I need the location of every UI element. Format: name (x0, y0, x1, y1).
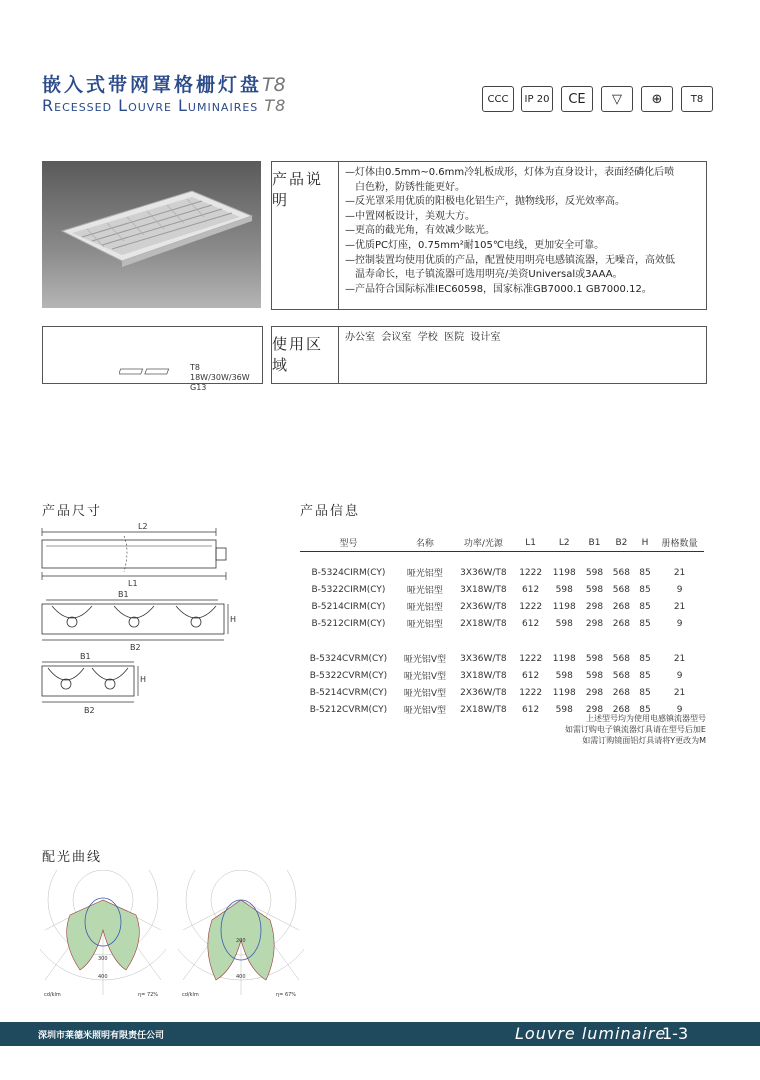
cell-h: 85 (639, 584, 651, 595)
cell-l2: 1198 (552, 687, 576, 698)
cell-b1: 598 (585, 567, 604, 578)
t8-cert-icon: T8 (681, 86, 713, 112)
cell-b2: 268 (612, 601, 630, 612)
curve1-unit: cd/klm (44, 992, 61, 998)
curve2-unit: cd/klm (182, 992, 199, 998)
cell-h: 85 (639, 670, 651, 681)
cell-b2: 268 (612, 687, 630, 698)
table-row (300, 598, 704, 615)
ccc-cert-icon: CCC (482, 86, 514, 112)
cell-h: 85 (639, 704, 651, 715)
page-title-en: Recessed Louvre Luminaires T8 (42, 96, 287, 115)
cell-model: B-5212CIRM(CY) (311, 618, 386, 629)
cell-l2: 1198 (552, 653, 576, 664)
curve2-ring-200: 200 (236, 938, 246, 944)
table-row (300, 615, 704, 632)
cell-h: 85 (639, 687, 651, 698)
description-line: 温寿命长，电子镇流器可选用明亮/美资Universal或3AAA。 (355, 269, 623, 281)
tube-type: T8 (262, 74, 286, 96)
cell-b1: 598 (585, 653, 604, 664)
ip20-cert-icon: IP 20 (521, 86, 553, 112)
lamp-base: G13 (190, 383, 207, 392)
cell-name: 哑光铝型 (406, 620, 443, 630)
usage-label: 使用区域 (272, 327, 339, 383)
order-notes (440, 713, 706, 746)
cell-name: 哑光铝型 (406, 569, 443, 579)
table-row (300, 564, 704, 581)
cell-power: 2X36W/T8 (460, 601, 507, 612)
ce-cert-icon: CE (561, 86, 593, 112)
col-header-power: 功率/光源 (453, 534, 514, 552)
dimension-drawing (38, 520, 238, 716)
description-line: —中置网板设计，美观大方。 (345, 210, 475, 222)
lamp-box (42, 326, 263, 392)
description-line: —优质PC灯座，0.75mm²耐105℃电线，更加安全可靠。 (345, 239, 605, 251)
dim-l2-label: L2 (138, 522, 148, 531)
table-row (300, 650, 704, 667)
description-line: —控制装置均使用优质的产品，配置使用明亮电感镇流器，无噪音，高效低 (345, 254, 675, 266)
cell-grid-count: 9 (676, 618, 683, 629)
cell-name: 哑光铝型 (406, 586, 443, 596)
cell-name: 哑光铝型 (406, 603, 443, 613)
cell-power: 3X18W/T8 (460, 584, 507, 595)
description-line: —产品符合国际标准IEC60598，国家标准GB7000.1 GB7000.12。 (345, 283, 652, 295)
footer-company: 深圳市莱德米照明有限责任公司 (38, 1031, 165, 1041)
curve1-ring-300: 300 (98, 956, 108, 962)
cell-grid-count: 9 (676, 670, 683, 681)
luminaire-illustration (42, 161, 261, 308)
table-row (300, 667, 704, 684)
cell-grid-count: 21 (673, 653, 686, 664)
tube-icon (119, 368, 171, 376)
table-row (300, 684, 704, 701)
cell-l1: 1222 (519, 601, 543, 612)
cell-l2: 598 (555, 618, 573, 629)
page-number: 1-3 (662, 1024, 689, 1043)
cell-l1: 1222 (519, 687, 543, 698)
cell-name: 哑光铝V型 (403, 672, 446, 682)
cell-model: B-5322CIRM(CY) (311, 584, 386, 595)
cell-b1: 298 (585, 601, 604, 612)
col-header-l1: L1 (514, 534, 548, 552)
cell-model: B-5214CVRM(CY) (309, 687, 388, 698)
product-info-heading: 产品信息 (300, 504, 361, 519)
product-description-box (271, 161, 707, 310)
cell-l1: 1222 (519, 567, 543, 578)
cell-power: 3X36W/T8 (460, 567, 507, 578)
cell-grid-count: 21 (673, 687, 686, 698)
cell-power: 2X18W/T8 (460, 618, 507, 629)
description-text (339, 162, 706, 309)
triangle-cert-icon: ▽ (601, 86, 633, 112)
note-line: 如需订购电子镇流器灯具请在型号后加E (564, 725, 706, 734)
cell-b1: 598 (585, 670, 604, 681)
cell-b1: 298 (585, 704, 604, 715)
col-header-b2: B2 (608, 534, 635, 552)
cell-power: 2X18W/T8 (460, 704, 507, 715)
ground-cert-icon: ⊕ (641, 86, 673, 112)
lamp-spec: T8 18W/30W/36W (190, 363, 250, 382)
cell-l2: 1198 (552, 601, 576, 612)
curve1-ring-400: 400 (98, 974, 108, 980)
cell-model: B-5322CVRM(CY) (309, 670, 388, 681)
curve2-efficiency: η= 67% (276, 992, 297, 998)
cell-h: 85 (639, 567, 651, 578)
description-label: 产品说明 (272, 162, 339, 309)
cell-b2: 568 (612, 670, 630, 681)
cell-h: 85 (639, 618, 651, 629)
cell-l2: 598 (555, 704, 573, 715)
photometric-heading: 配光曲线 (42, 850, 103, 865)
table-header-row (300, 534, 704, 552)
cell-name: 哑光铝V型 (403, 689, 446, 699)
spec-table (300, 534, 704, 718)
cell-h: 85 (639, 653, 651, 664)
dim-b1-label: B1 (118, 590, 129, 599)
cell-b2: 568 (612, 584, 630, 595)
cell-grid-count: 21 (673, 601, 686, 612)
description-line: 白色粉，防锈性能更好。 (355, 181, 465, 193)
cell-model: B-5212CVRM(CY) (309, 704, 388, 715)
cell-l1: 612 (522, 584, 540, 595)
photometric-curve-1 (40, 870, 166, 1002)
page-title-cn: 嵌入式带网罩格栅灯盘T8 (42, 74, 286, 96)
col-header-grid-count: 册格数量 (655, 534, 704, 552)
cell-b2: 268 (612, 618, 630, 629)
footer-series: Louvre luminaire (515, 1024, 667, 1043)
usage-text: 办公室 会议室 学校 医院 设计室 (345, 332, 501, 343)
dim-l1-label: L1 (128, 579, 138, 588)
dim-b2-label: B2 (130, 643, 141, 652)
cell-b1: 298 (585, 687, 604, 698)
col-header-l2: L2 (547, 534, 581, 552)
note-line: 上述型号均为使用电感镇流器型号 (586, 714, 706, 723)
cell-l2: 598 (555, 584, 573, 595)
cell-grid-count: 9 (676, 584, 683, 595)
col-header-h: H (635, 534, 655, 552)
tube-type-en: T8 (264, 96, 287, 115)
cell-l1: 612 (522, 618, 540, 629)
product-photo (42, 161, 261, 308)
cell-model: B-5214CIRM(CY) (311, 601, 386, 612)
cell-grid-count: 21 (673, 567, 686, 578)
curve1-efficiency: η= 72% (138, 992, 159, 998)
description-line: —更高的截光角，有效减少眩光。 (345, 225, 495, 237)
usage-box (271, 326, 707, 384)
dim-h-label-2: H (140, 675, 147, 684)
dimensions-heading: 产品尺寸 (42, 504, 103, 519)
cell-b2: 568 (612, 567, 630, 578)
photometric-curve-2 (178, 870, 304, 1002)
description-line: —灯体由0.5mm~0.6mm冷轧板成形，灯体为直身设计，表面经磷化后喷 (345, 167, 675, 178)
dim-b1-label-2: B1 (80, 652, 91, 661)
cell-l1: 1222 (519, 653, 543, 664)
cell-l2: 598 (555, 670, 573, 681)
col-header-model: 型号 (300, 534, 397, 552)
cell-b1: 598 (585, 584, 604, 595)
cell-l1: 612 (522, 670, 540, 681)
description-line: —反光罩采用优质的阳极电化铝生产，抛物线形，反光效率高。 (345, 196, 625, 208)
cell-b1: 298 (585, 618, 604, 629)
curve2-ring-400: 400 (236, 974, 246, 980)
cell-model: B-5324CVRM(CY) (309, 653, 388, 664)
cell-l1: 612 (522, 704, 540, 715)
cell-grid-count: 9 (676, 704, 683, 715)
cell-power: 3X36W/T8 (460, 653, 507, 664)
cell-l2: 1198 (552, 567, 576, 578)
note-line: 如需订购镜面铝灯具请将Y更改为M (582, 736, 706, 745)
dim-h-label: H (230, 615, 237, 624)
cell-name: 哑光铝V型 (403, 655, 446, 665)
cell-power: 3X18W/T8 (460, 670, 507, 681)
col-header-name: 名称 (397, 534, 453, 552)
cell-b2: 568 (612, 653, 630, 664)
cell-h: 85 (639, 601, 651, 612)
cell-model: B-5324CIRM(CY) (311, 567, 386, 578)
cell-power: 2X36W/T8 (460, 687, 507, 698)
table-row (300, 581, 704, 598)
col-header-b1: B1 (581, 534, 608, 552)
dim-b2-label-2: B2 (84, 706, 95, 715)
cell-b2: 268 (612, 704, 630, 715)
cell-name: 哑光铝V型 (403, 706, 446, 716)
